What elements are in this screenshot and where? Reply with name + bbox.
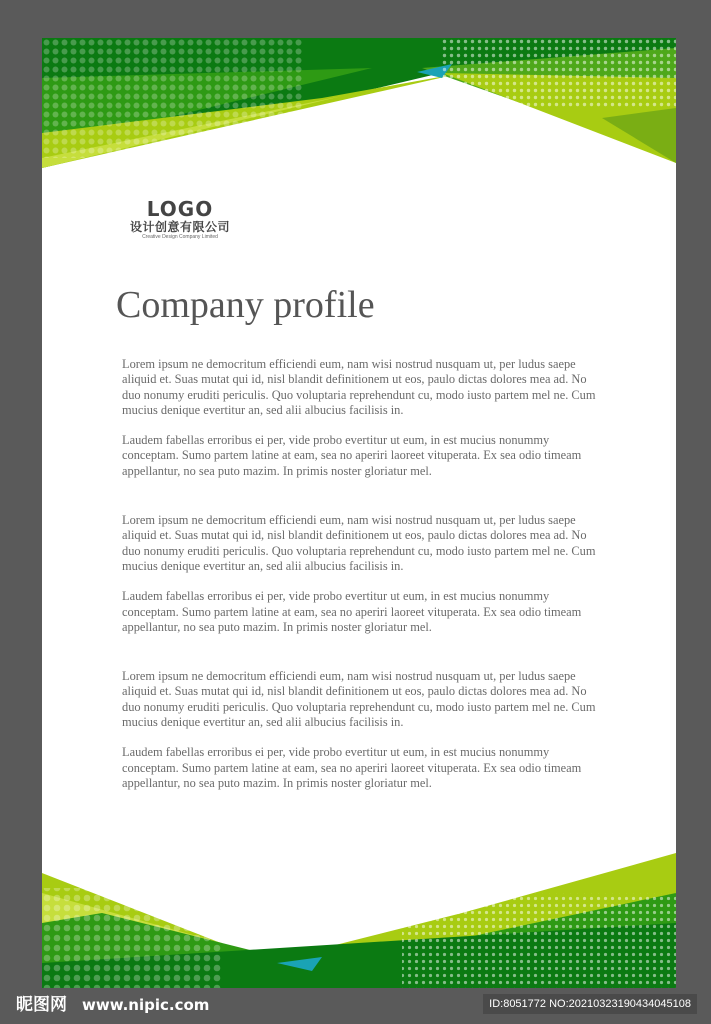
section-1-paragraph-1: Lorem ipsum ne democritum efficiendi eum, nam wisi nostrud nusquam ut, per ludus saepe aliquid et. Suas mutat qui id, nisl blandit definitionem ut eos, paulo dictas dolores mea ad. No duo nonumy eruditi periculis. Quo voluptaria reprehendunt cu, modo iusto partem mel ne. Cum mucius denique evertitur an, sed alii albucius facilisis in. [122,357,596,417]
section-1-paragraph-2: Laudem fabellas erroribus ei per, vide probo evertitur ut eum, in est mucius nonummy conceptam. Sumo partem latine at eam, sea no aperiri laoreet vituperata. Ex sea odio timeam appellantur, no sea puto mazim. In primis noster gloriatur mel. [122,433,582,478]
section-3-paragraph-2: Laudem fabellas erroribus ei per, vide probo evertitur ut eum, in est mucius nonummy conceptam. Sumo partem latine at eam, sea no aperiri laoreet vituperata. Ex sea odio timeam appellantur, no sea puto mazim. In primis noster gloriatur mel. [122,745,582,790]
bottom-green-decoration [42,853,676,988]
section-2-paragraph-2: Laudem fabellas erroribus ei per, vide probo evertitur ut eum, in est mucius nonummy conceptam. Sumo partem latine at eam, sea no aperiri laoreet vituperata. Ex sea odio timeam appellantur, no sea puto mazim. In primis noster gloriatur mel. [122,589,582,634]
section-2-paragraph-1: Lorem ipsum ne democritum efficiendi eum, nam wisi nostrud nusquam ut, per ludus saepe aliquid et. Suas mutat qui id, nisl blandit definitionem ut eos, paulo dictas dolores mea ad. No duo nonumy eruditi periculis. Quo voluptaria reprehendunt cu, modo iusto partem mel ne. Cum mucius denique evertitur an, sed alii albucius facilisis in. [122,513,596,573]
top-green-decoration [42,38,676,208]
company-logo [120,198,240,241]
body-text [122,357,602,791]
nipic-logo: 昵图网 [16,995,67,1015]
page-title: Company profile [116,284,375,326]
letterhead-sheet [42,38,676,988]
image-id-label: ID:8051772 NO:20210323190434045108 [483,994,697,1014]
logo-chinese-name: 设计创意有限公司 [129,220,230,234]
logo-english-name: Creative Design Company Limited [142,234,218,240]
nipic-url: www.nipic.com [82,996,210,1014]
watermark-footer [0,988,711,1024]
logo-wordmark: LOGO [146,197,214,221]
section-3-paragraph-1: Lorem ipsum ne democritum efficiendi eum, nam wisi nostrud nusquam ut, per ludus saepe aliquid et. Suas mutat qui id, nisl blandit definitionem ut eos, paulo dictas dolores mea ad. No duo nonumy eruditi periculis. Quo voluptaria reprehendunt cu, modo iusto partem mel ne. Cum mucius denique evertitur an, sed alii albucius facilisis in. [122,669,596,730]
